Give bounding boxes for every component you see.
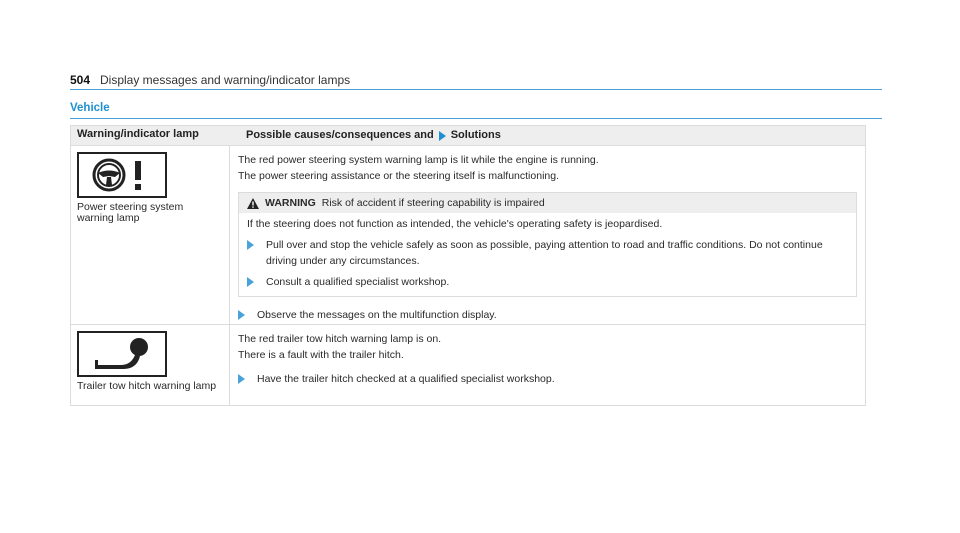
lamp-label: Trailer tow hitch warning lamp [77, 380, 217, 392]
step-text: Consult a qualified specialist workshop. [266, 276, 450, 288]
section-title: Vehicle [70, 102, 110, 114]
column-header-causes-text: Possible causes/consequences and [246, 129, 434, 141]
step-text: Pull over and stop the vehicle safely as soon as possible, paying attention to road and traffic conditions. Do not continue driving under any circumstances. [266, 239, 823, 267]
cause-text: The power steering assistance or the steering itself is malfunctioning. [238, 170, 559, 182]
warning-title: Risk of accident if steering capability is impaired [321, 197, 545, 209]
solution-arrow-icon [439, 131, 446, 141]
lamp-label: Power steering system warning lamp [77, 201, 184, 224]
table-header [71, 126, 865, 145]
warning-triangle-icon [247, 198, 259, 209]
lamp-cell [71, 146, 230, 324]
column-header-lamp: Warning/indicator lamp [77, 128, 199, 140]
cause-text: The red power steering system warning lamp is lit while the engine is running. [238, 154, 599, 166]
warning-text: If the steering does not function as intended, the vehicle's operating safety is jeopardised. [247, 218, 663, 230]
step-text: Have the trailer hitch checked at a qualified specialist workshop. [257, 373, 555, 385]
warning-header [239, 193, 856, 213]
column-header-causes [236, 126, 501, 145]
page-running-title: Display messages and warning/indicator lamps [100, 73, 351, 87]
warning-step [247, 237, 848, 269]
step-arrow-icon [247, 240, 254, 250]
warning-step [247, 274, 848, 290]
page-number: 504 [70, 73, 91, 87]
lamp-cell [71, 325, 230, 405]
solution-step [238, 371, 857, 387]
causes-cell [230, 325, 865, 405]
table-row [71, 145, 865, 324]
warning-box [238, 192, 857, 297]
warning-lamp-table [70, 125, 866, 406]
step-arrow-icon [238, 310, 245, 320]
warning-label: WARNING [265, 197, 316, 209]
trailer-hitch-warning-icon [77, 331, 167, 377]
warning-body [239, 213, 856, 296]
cause-text: The red trailer tow hitch warning lamp is on. [238, 333, 442, 345]
column-header-solutions-text: Solutions [450, 129, 501, 141]
page-header [70, 73, 882, 90]
step-arrow-icon [247, 277, 254, 287]
cause-text: There is a fault with the trailer hitch. [238, 349, 404, 361]
table-row [71, 324, 865, 405]
step-text: Observe the messages on the multifunction display. [257, 309, 497, 321]
solution-step [238, 307, 857, 323]
power-steering-warning-icon [77, 152, 167, 198]
causes-cell [230, 146, 865, 324]
section-divider [70, 118, 882, 119]
step-arrow-icon [238, 374, 245, 384]
